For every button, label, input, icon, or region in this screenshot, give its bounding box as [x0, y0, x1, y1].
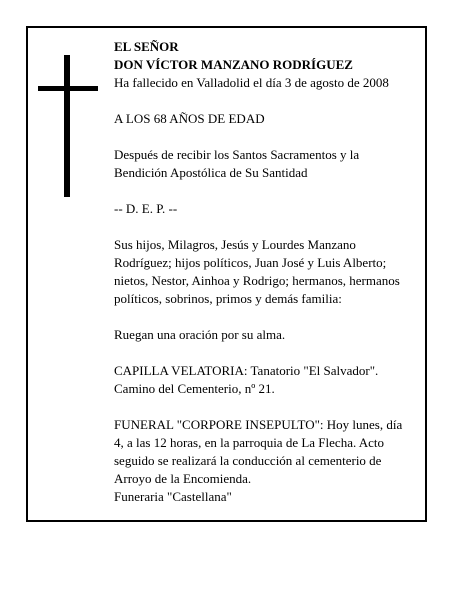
funeral-home: Funeraria "Castellana" — [114, 489, 232, 504]
age-line: A LOS 68 AÑOS DE EDAD — [114, 111, 265, 126]
prayer-text: Ruegan una oración por su alma. — [114, 327, 286, 342]
cross-vertical-bar — [64, 55, 70, 197]
chapel-line-2: Camino del Cementerio, nº 21. — [114, 381, 275, 396]
family-text: Sus hijos, Milagros, Jesús y Lourdes Manzano Rodríguez; hijos políticos, Juan José y Luis Alberto; nietos, Nestor, Ainhoa y Rodrigo; hermanos, hermanos políticos, sobrinos, primos y demás familia: — [114, 237, 400, 306]
funeral-text: FUNERAL "CORPORE INSEPULTO": Hoy lunes, día 4, a las 12 horas, en la parroquia de La Flecha. Acto seguido se realizará la conducción al cementerio de Arroyo de la Encomienda. — [114, 417, 403, 486]
cross-horizontal-bar — [38, 86, 98, 91]
deceased-name: DON VÍCTOR MANZANO RODRÍGUEZ — [114, 57, 353, 72]
rip-line: -- D. E. P. -- — [114, 201, 178, 216]
title-line-1: EL SEÑOR — [114, 39, 179, 54]
cross-icon — [38, 55, 98, 197]
sacraments-text: Después de recibir los Santos Sacramentos y la Bendición Apostólica de Su Santidad — [114, 147, 360, 180]
death-info: Ha fallecido en Valladolid el día 3 de agosto de 2008 — [114, 75, 389, 90]
chapel-line-1: CAPILLA VELATORIA: Tanatorio "El Salvador". — [114, 363, 379, 378]
obituary-content — [114, 38, 414, 506]
